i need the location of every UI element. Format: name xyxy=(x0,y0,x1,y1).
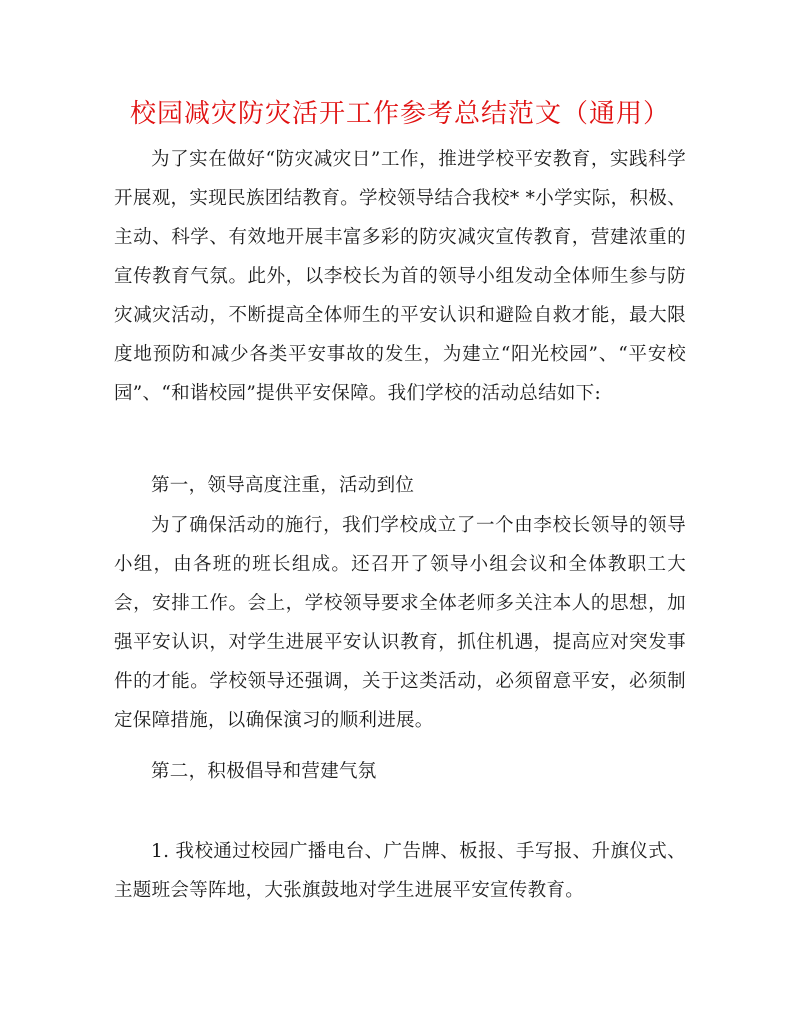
body-paragraph-leadership: 为了确保活动的施行，我们学校成立了一个由李校长领导的领导小组，由各班的班长组成。还召开了领导小组会议和全体教职工大会，安排工作。会上，学校领导要求全体老师多关注本人的思想，加强平安认识，对学生进展平安认识教育，抓住机遇，提高应对突发事件的才能。学校领导还强调，关于这类活动，必须留意平安，必须制定保障措施，以确保演习的顺利进展。 xyxy=(114,515,686,731)
body-paragraph-intro: 为了实在做好“防灾减灾日”工作，推进学校平安教育，实践科学开展观，实现民族团结教育。学校领导结合我校* *小学实际，积极、主动、科学、有效地开展丰富多彩的防灾减灾宣传教育，营建浓重的宣传教育气氛。此外，以李校长为首的领导小组发动全体师生参与防灾减灾活动，不断提高全体师生的平安认识和避险自救才能，最大限度地预防和减少各类平安事故的发生，为建立“阳光校园”、“平安校园”、“和谐校园”提供平安保障。我们学校的活动总结如下: xyxy=(114,149,686,404)
document-title: 校园减灾防灾活开工作参考总结范文（通用） xyxy=(129,99,670,129)
section-heading-first: 第一，领导高度注重，活动到位 xyxy=(151,475,415,496)
section-heading-second: 第二，积极倡导和营建气氛 xyxy=(151,761,377,782)
body-paragraph-item-1: 1. 我校通过校园广播电台、广告牌、板报、手写报、升旗仪式、主题班会等阵地，大张旗鼓地对学生进展平安宣传教育。 xyxy=(114,841,686,901)
